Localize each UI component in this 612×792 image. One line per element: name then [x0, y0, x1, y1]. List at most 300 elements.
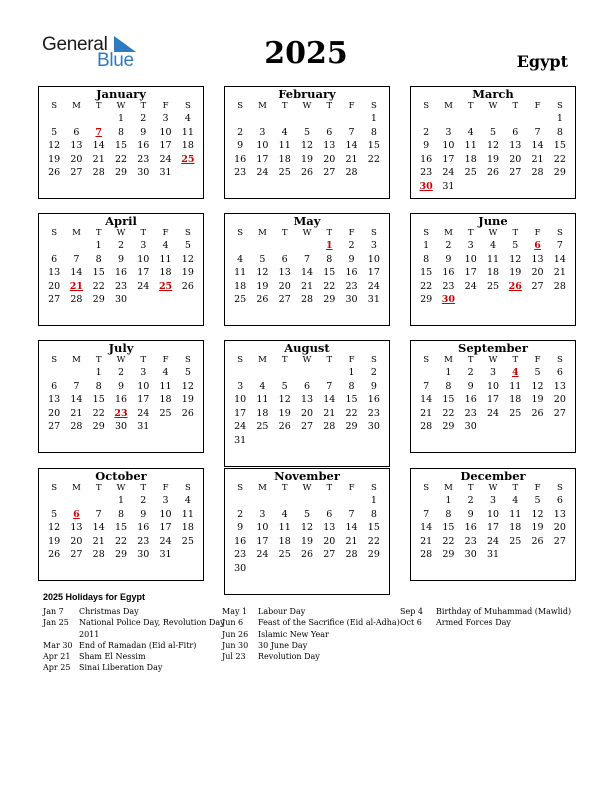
empty-cell: [43, 494, 65, 508]
day-cell: 12: [300, 140, 314, 151]
empty-cell: [296, 494, 318, 508]
day-cell: 4: [281, 508, 288, 520]
day-cell: 15: [92, 394, 105, 405]
day-cell: 6: [51, 380, 58, 392]
empty-cell: [274, 366, 296, 380]
weekday-header: S: [184, 355, 191, 365]
holiday-date: Sep 4: [400, 607, 423, 616]
day-cell: 12: [48, 140, 61, 151]
day-cell: 28: [92, 167, 105, 178]
weekday-header: S: [51, 101, 58, 111]
day-cell: 11: [509, 380, 522, 392]
day-cell: 1: [348, 367, 355, 378]
day-cell: 20: [300, 407, 314, 419]
day-cell: 7: [73, 380, 80, 392]
weekday-header: S: [237, 101, 244, 111]
holiday-date: Jun 26: [222, 629, 249, 639]
weekday-header: M: [444, 228, 453, 238]
day-cell: 4: [184, 113, 191, 124]
day-cell: 3: [259, 508, 266, 520]
day-cell: 12: [300, 522, 314, 533]
day-cell: 24: [234, 421, 247, 432]
day-cell: 16: [234, 535, 247, 547]
day-cell: 11: [256, 394, 269, 405]
day-cell: 19: [300, 535, 314, 547]
day-cell: 5: [303, 126, 311, 138]
day-cell: 10: [256, 140, 269, 151]
day-cell: 30: [114, 421, 128, 432]
day-cell: 29: [553, 167, 566, 178]
day-cell: 4: [467, 126, 474, 138]
day-cell: 23: [442, 280, 455, 292]
weekday-header: S: [556, 355, 563, 365]
day-cell: 17: [442, 153, 455, 165]
day-cell: 10: [159, 508, 172, 520]
holiday-date: Jan 7: [43, 607, 64, 616]
day-cell: 8: [445, 508, 452, 520]
day-cell: 11: [509, 508, 522, 520]
day-cell: 29: [114, 549, 128, 560]
weekday-header: M: [444, 355, 453, 365]
weekday-header: M: [444, 483, 453, 493]
holiday-date: Apr 25: [43, 663, 71, 673]
empty-cell: [296, 239, 318, 253]
day-cell: 12: [486, 140, 500, 151]
weekday-header: S: [51, 355, 58, 365]
weekday-header: T: [95, 101, 102, 111]
day-cell: 4: [237, 253, 244, 265]
month-grid: [225, 483, 389, 575]
weekday-header: T: [95, 228, 102, 238]
empty-cell: [415, 112, 437, 126]
day-cell: 13: [323, 522, 336, 533]
day-cell: 2: [445, 240, 452, 251]
weekday-header: S: [370, 483, 377, 493]
day-cell: 24: [486, 535, 500, 547]
day-cell: 27: [553, 535, 566, 547]
weekday-header: T: [512, 228, 519, 238]
weekday-header: T: [281, 483, 288, 493]
empty-cell: [460, 112, 482, 126]
holiday-name: Armed Forces Day: [436, 618, 511, 628]
day-cell: 26: [300, 167, 314, 178]
day-cell: 7: [423, 508, 430, 520]
day-cell: 19: [531, 394, 544, 405]
day-cell: 20: [278, 280, 291, 292]
empty-cell: [229, 494, 251, 508]
day-cell: 6: [326, 508, 333, 520]
day-cell: 15: [114, 140, 128, 151]
day-cell: 19: [48, 535, 61, 547]
day-cell: 9: [140, 126, 147, 138]
day-cell: 27: [48, 421, 61, 432]
day-cell: 11: [486, 253, 500, 265]
day-cell: 12: [531, 380, 544, 392]
holiday-name: Labour Day: [258, 607, 306, 616]
day-cell: 24: [256, 549, 269, 560]
weekday-header: S: [370, 355, 377, 365]
weekday-header: S: [556, 483, 563, 493]
holiday-date: [43, 629, 79, 640]
day-cell: 7: [348, 508, 355, 520]
day-cell: 19: [531, 522, 544, 533]
empty-cell: [340, 494, 362, 508]
day-cell: 16: [420, 153, 433, 165]
day-cell: 19: [48, 153, 61, 165]
month-grid: [225, 355, 389, 447]
day-cell: 18: [234, 280, 247, 292]
day-cell: 3: [162, 495, 169, 506]
day-cell: 27: [70, 549, 83, 560]
day-cell: 4: [162, 367, 169, 378]
holiday-date: Jun 30: [222, 640, 249, 650]
day-cell: 26: [48, 167, 61, 178]
weekday-header: S: [237, 483, 244, 493]
month-name: August: [284, 341, 330, 355]
day-cell: 10: [442, 140, 455, 151]
holiday-day-cell: 25: [181, 153, 195, 165]
day-cell: 31: [234, 434, 247, 446]
day-cell: 18: [278, 535, 291, 547]
month-april: [38, 213, 204, 326]
day-cell: 13: [323, 140, 336, 151]
day-cell: 12: [531, 508, 544, 520]
empty-cell: [43, 366, 65, 380]
day-cell: 18: [278, 153, 291, 165]
day-cell: 2: [117, 240, 125, 251]
weekday-header: T: [281, 355, 288, 365]
weekday-header: S: [237, 228, 244, 238]
day-cell: 21: [70, 407, 83, 419]
day-cell: 30: [345, 294, 358, 305]
day-cell: 1: [370, 495, 377, 506]
day-cell: 31: [442, 180, 455, 192]
day-cell: 4: [162, 240, 169, 251]
day-cell: 27: [323, 549, 336, 560]
weekday-header: T: [467, 101, 474, 111]
weekday-header: T: [140, 101, 147, 111]
empty-cell: [296, 366, 318, 380]
holiday-date: Apr 21: [43, 652, 71, 662]
day-cell: 22: [442, 407, 455, 419]
weekday-header: W: [488, 228, 498, 238]
day-cell: 16: [137, 140, 150, 151]
day-cell: 22: [420, 280, 433, 292]
day-cell: 1: [556, 113, 563, 124]
day-cell: 13: [70, 522, 83, 533]
day-cell: 11: [278, 140, 291, 151]
day-cell: 3: [259, 126, 266, 138]
day-cell: 20: [553, 394, 566, 405]
holiday-column: [222, 606, 400, 662]
day-cell: 9: [117, 253, 125, 265]
holiday-entry: [43, 662, 225, 673]
day-cell: 12: [278, 394, 291, 405]
day-cell: 15: [114, 522, 128, 533]
day-cell: 9: [423, 140, 430, 151]
day-cell: 15: [367, 522, 380, 533]
day-cell: 29: [420, 294, 433, 305]
day-cell: 21: [345, 153, 358, 165]
day-cell: 11: [181, 508, 194, 520]
day-cell: 21: [92, 535, 105, 547]
day-cell: 9: [140, 508, 147, 520]
day-cell: 8: [95, 253, 102, 265]
day-cell: 8: [117, 126, 125, 138]
weekday-header: M: [258, 483, 267, 493]
weekday-header: S: [556, 228, 563, 238]
day-cell: 25: [278, 549, 291, 560]
weekday-header: F: [162, 483, 169, 493]
day-cell: 2: [117, 367, 125, 378]
day-cell: 14: [70, 394, 83, 405]
holiday-day-cell: 4: [511, 367, 519, 378]
weekday-header: S: [51, 483, 58, 493]
day-cell: 13: [300, 394, 314, 405]
day-cell: 18: [509, 394, 522, 405]
day-cell: 22: [114, 535, 128, 547]
day-cell: 3: [370, 240, 377, 251]
day-cell: 7: [73, 253, 80, 265]
holiday-date: Jun 6: [222, 618, 244, 628]
day-cell: 26: [181, 280, 194, 292]
day-cell: 1: [117, 113, 125, 124]
day-cell: 12: [181, 380, 194, 392]
day-cell: 8: [423, 253, 430, 265]
empty-cell: [229, 366, 251, 380]
month-name: December: [460, 469, 526, 483]
empty-cell: [251, 366, 273, 380]
calendar-year: 2025: [264, 36, 348, 71]
day-cell: 18: [159, 267, 172, 278]
day-cell: 23: [234, 167, 247, 178]
weekday-header: W: [116, 355, 126, 365]
month-name: April: [105, 214, 137, 228]
day-cell: 19: [300, 153, 314, 165]
day-cell: 6: [73, 126, 80, 138]
weekday-header: F: [534, 355, 541, 365]
day-cell: 4: [281, 126, 288, 138]
day-cell: 20: [48, 407, 61, 419]
day-cell: 6: [281, 253, 288, 265]
month-grid: [411, 228, 575, 307]
day-cell: 24: [159, 535, 172, 547]
month-july: [38, 340, 204, 453]
empty-cell: [251, 112, 273, 126]
day-cell: 13: [278, 267, 291, 278]
weekday-header: W: [302, 101, 312, 111]
day-cell: 22: [553, 153, 566, 165]
day-cell: 10: [464, 253, 477, 265]
day-cell: 29: [442, 421, 455, 432]
day-cell: 10: [234, 394, 247, 405]
day-cell: 16: [234, 153, 247, 165]
day-cell: 9: [467, 380, 474, 392]
day-cell: 18: [509, 522, 522, 533]
day-cell: 2: [423, 126, 430, 138]
holiday-date: Mar 30: [43, 640, 73, 650]
month-name: June: [478, 214, 508, 228]
day-cell: 22: [367, 535, 380, 547]
weekday-header: T: [326, 228, 333, 238]
holiday-name: 2011: [79, 629, 100, 639]
day-cell: 14: [300, 267, 314, 278]
day-cell: 23: [137, 153, 150, 165]
day-cell: 10: [486, 508, 500, 520]
day-cell: 16: [367, 394, 380, 405]
day-cell: 29: [92, 294, 105, 305]
empty-cell: [437, 112, 459, 126]
day-cell: 11: [278, 522, 291, 533]
weekday-header: F: [348, 101, 355, 111]
day-cell: 28: [70, 294, 83, 305]
day-cell: 15: [345, 394, 358, 405]
day-cell: 5: [51, 508, 58, 520]
weekday-header: T: [326, 101, 333, 111]
day-cell: 5: [489, 126, 497, 138]
weekday-header: S: [370, 101, 377, 111]
day-cell: 25: [181, 535, 194, 547]
day-cell: 12: [181, 253, 194, 265]
day-cell: 28: [345, 167, 358, 178]
holiday-name: Islamic New Year: [258, 629, 329, 639]
day-cell: 13: [531, 253, 544, 265]
empty-cell: [274, 239, 296, 253]
day-cell: 11: [159, 253, 172, 265]
day-cell: 24: [486, 407, 500, 419]
day-cell: 20: [323, 153, 336, 165]
day-cell: 5: [512, 240, 519, 251]
day-cell: 23: [464, 407, 477, 419]
day-cell: 26: [531, 535, 544, 547]
weekday-header: W: [488, 483, 498, 493]
day-cell: 20: [70, 153, 83, 165]
day-cell: 24: [367, 280, 380, 292]
weekday-header: T: [95, 355, 102, 365]
holiday-name: Sham El Nessim: [79, 652, 146, 662]
day-cell: 28: [420, 549, 433, 560]
day-cell: 1: [445, 495, 452, 506]
day-cell: 4: [489, 240, 497, 251]
month-name: November: [274, 469, 340, 483]
day-cell: 17: [137, 267, 150, 278]
empty-cell: [65, 366, 87, 380]
day-cell: 2: [140, 495, 147, 506]
day-cell: 25: [278, 167, 291, 178]
empty-cell: [504, 112, 526, 126]
day-cell: 15: [420, 267, 433, 278]
day-cell: 3: [467, 240, 474, 251]
day-cell: 24: [464, 280, 477, 292]
day-cell: 17: [486, 522, 500, 533]
weekday-header: F: [348, 228, 355, 238]
holiday-date: Jan 25: [43, 618, 69, 628]
day-cell: 31: [159, 549, 172, 560]
weekday-header: F: [534, 483, 541, 493]
weekday-header: S: [556, 101, 563, 111]
weekday-header: W: [116, 101, 126, 111]
day-cell: 23: [137, 535, 150, 547]
day-cell: 20: [48, 280, 61, 292]
day-cell: 5: [281, 380, 288, 392]
day-cell: 5: [534, 495, 541, 506]
day-cell: 5: [303, 508, 311, 520]
month-october: [38, 468, 204, 581]
weekday-header: M: [258, 228, 267, 238]
empty-cell: [296, 112, 318, 126]
holidays-title: 2025 Holidays for Egypt: [43, 592, 146, 602]
day-cell: 23: [114, 280, 128, 292]
day-cell: 10: [137, 380, 150, 392]
day-cell: 26: [278, 421, 291, 432]
day-cell: 3: [162, 113, 169, 124]
day-cell: 24: [442, 167, 455, 178]
day-cell: 10: [159, 126, 172, 138]
day-cell: 13: [553, 508, 566, 520]
weekday-header: S: [423, 101, 430, 111]
day-cell: 29: [92, 421, 105, 432]
month-grid: [411, 101, 575, 193]
day-cell: 1: [370, 113, 377, 124]
day-cell: 22: [114, 153, 128, 165]
day-cell: 2: [370, 367, 377, 378]
day-cell: 26: [300, 549, 314, 560]
day-cell: 30: [234, 562, 247, 574]
weekday-header: W: [488, 101, 498, 111]
day-cell: 7: [556, 240, 563, 251]
month-grid: [39, 101, 203, 180]
day-cell: 9: [237, 522, 244, 533]
day-cell: 28: [553, 280, 566, 292]
holiday-entry: [222, 629, 400, 640]
logo-text-general: General: [42, 34, 108, 55]
month-september: [410, 340, 576, 453]
day-cell: 19: [181, 394, 194, 405]
day-cell: 17: [367, 267, 380, 278]
weekday-header: T: [140, 483, 147, 493]
weekday-header: T: [512, 355, 519, 365]
day-cell: 8: [556, 126, 563, 138]
day-cell: 14: [420, 394, 433, 405]
day-cell: 7: [303, 253, 311, 265]
day-cell: 27: [300, 421, 314, 432]
weekday-header: W: [302, 228, 312, 238]
day-cell: 1: [117, 495, 125, 506]
holiday-day-cell: 7: [95, 126, 103, 138]
weekday-header: W: [116, 483, 126, 493]
day-cell: 13: [48, 394, 61, 405]
day-cell: 30: [114, 294, 128, 305]
month-january: [38, 86, 204, 199]
weekday-header: F: [162, 228, 169, 238]
weekday-header: T: [467, 483, 474, 493]
day-cell: 19: [509, 267, 522, 278]
empty-cell: [65, 112, 87, 126]
day-cell: 27: [48, 294, 61, 305]
day-cell: 14: [553, 253, 566, 265]
holiday-name: Revolution Day: [258, 652, 320, 662]
day-cell: 17: [256, 153, 269, 165]
day-cell: 8: [348, 380, 355, 392]
day-cell: 1: [445, 367, 452, 378]
weekday-header: F: [162, 101, 169, 111]
day-cell: 28: [70, 421, 83, 432]
day-cell: 18: [486, 267, 500, 278]
day-cell: 8: [370, 508, 377, 520]
day-cell: 28: [345, 549, 358, 560]
day-cell: 20: [323, 535, 336, 547]
empty-cell: [229, 239, 251, 253]
